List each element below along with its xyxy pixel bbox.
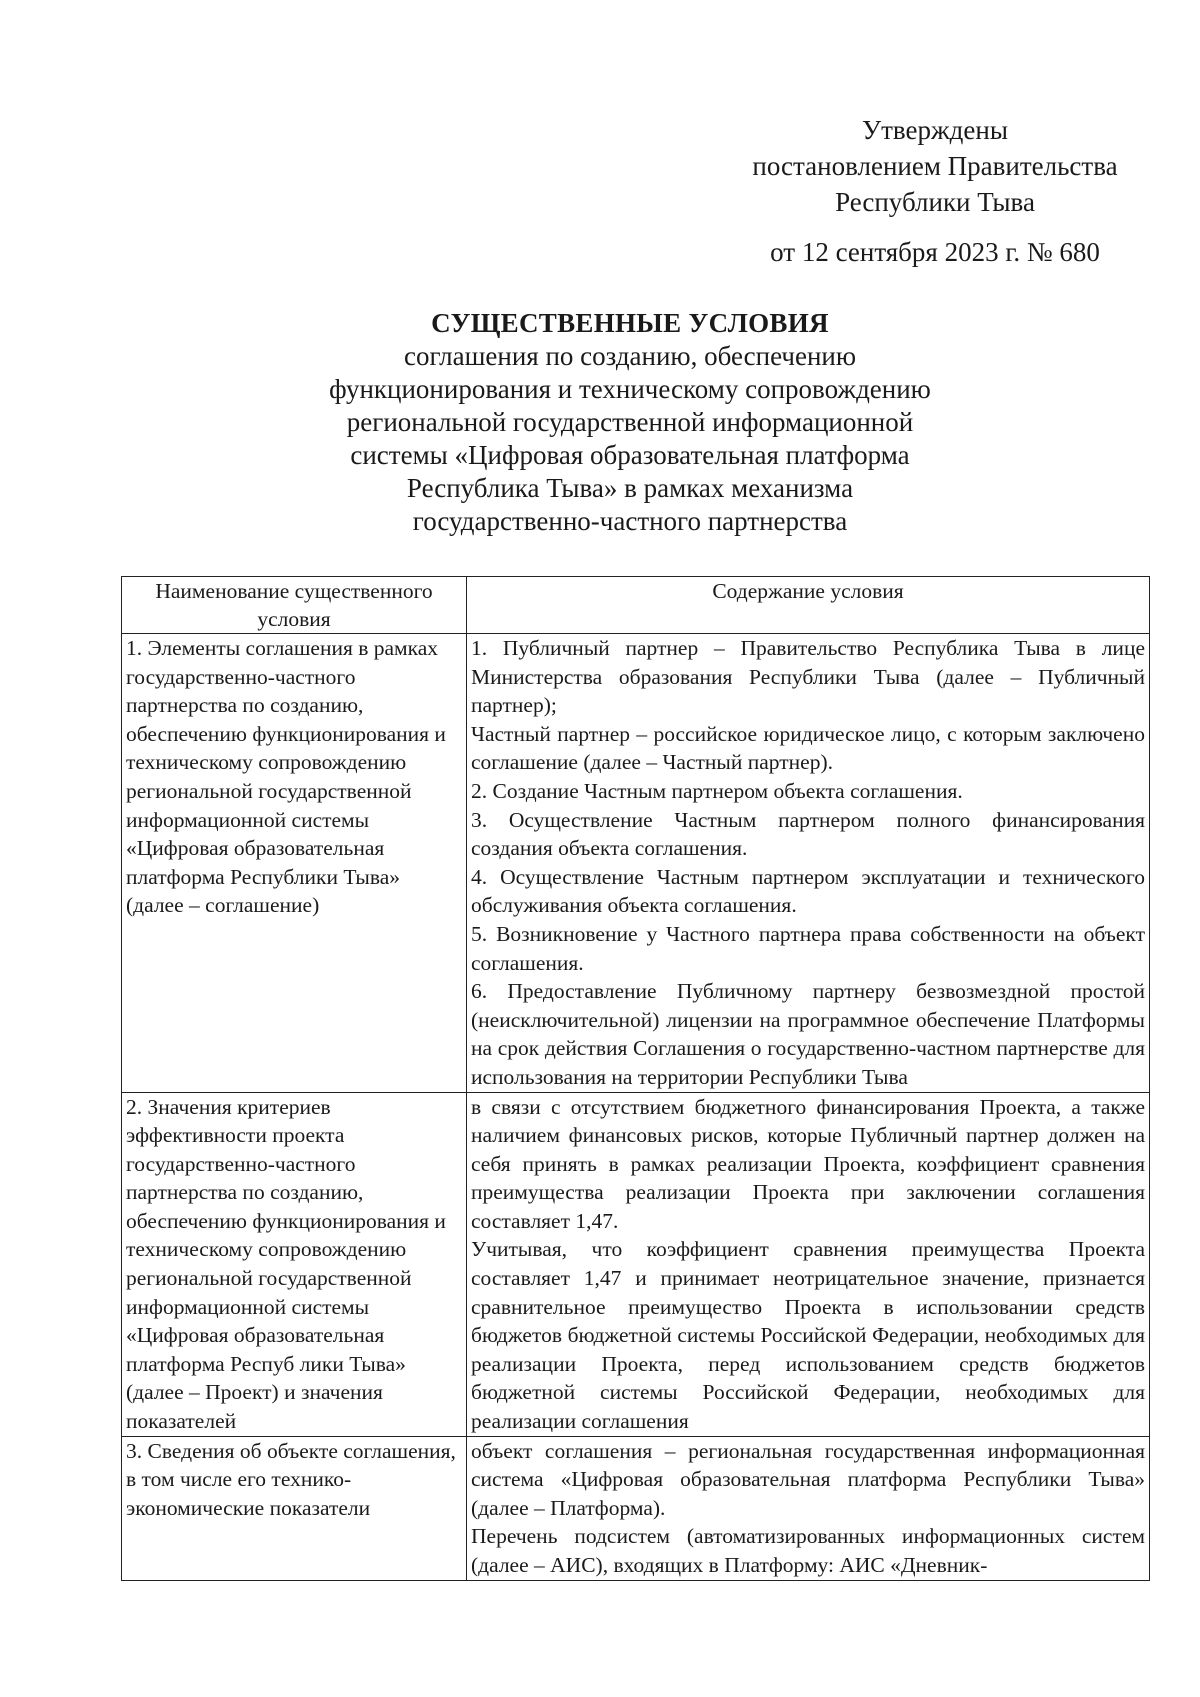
document-subtitle-line: Республика Тыва» в рамках механизма	[406, 473, 854, 503]
table-row	[122, 634, 1150, 1093]
document-subtitle-line: системы «Цифровая образовательная платформа	[350, 440, 910, 470]
header-condition-content: Содержание условия	[467, 577, 1150, 634]
table-row	[122, 1092, 1150, 1436]
condition-paragraph: 3. Осуществление Частным партнером полного финансирования создания объекта соглашения.	[471, 807, 1145, 861]
approval-stamp	[745, 112, 1125, 270]
condition-content-cell	[467, 1092, 1150, 1436]
header-condition-name: Наименование существенного условия	[122, 577, 467, 634]
condition-name-cell: 2. Значения критериев эффективности проекта государственно-частного партнерства по созданию, обеспечению функционирования и техническому сопровождению региональной государственной информационной системы «Цифровая образовательная платформа Респуб лики Тыва» (далее – Проект) и значения показателей	[122, 1092, 467, 1436]
document-subtitle-line: функционирования и техническому сопровождению	[329, 374, 931, 404]
approval-line-resolution: постановлением Правительства	[752, 151, 1118, 181]
condition-name-cell: 3. Сведения об объекте соглашения, в том числе его технико- экономические показатели	[122, 1436, 467, 1580]
condition-paragraph: в связи с отсутствием бюджетного финансирования Проекта, а также наличием финансовых рисков, которые Публичный партнер должен на себя принять в рамках реализации Проекта, коэффициент сравнения преимущества реализации Проекта при заключении соглашения составляет 1,47.	[471, 1094, 1145, 1233]
conditions-table	[121, 576, 1150, 1581]
condition-paragraph: 1. Публичный партнер – Правительство Республика Тыва в лице Министерства образования Республики Тыва (далее – Публичный партнер);	[471, 636, 1145, 718]
condition-paragraph: 2. Создание Частным партнером объекта соглашения.	[471, 778, 963, 803]
condition-paragraph: Учитывая, что коэффициент сравнения преимущества Проекта составляет 1,47 и принимает неотрицательное значение, признается сравнительное преимущество Проекта в использовании средств бюджетов бюджетной системы Российской Федерации, необходимых для реализации Проекта, перед использованием средств бюджетов бюджетной системы Российской Федерации, необходимых для реализации соглашения	[471, 1237, 1145, 1434]
document-title	[240, 307, 1020, 538]
condition-paragraph: 4. Осуществление Частным партнером эксплуатации и технического обслуживания объекта соглашения.	[471, 864, 1145, 918]
condition-content-cell	[467, 1436, 1150, 1580]
table-row	[122, 1436, 1150, 1580]
table-header-row	[122, 577, 1150, 634]
condition-name-cell: 1. Элементы соглашения в рамках государственно-частного партнерства по созданию, обеспечению функционирования и техническому сопровождению региональной государственной информационной системы «Цифровая образовательная платформа Республики Тыва» (далее – соглашение)	[122, 634, 467, 1093]
condition-paragraph: объект соглашения – региональная государственная информационная система «Цифровая образовательная платформа Республики Тыва» (далее – Платформа).	[471, 1438, 1145, 1520]
document-main-title: СУЩЕСТВЕННЫЕ УСЛОВИЯ	[431, 308, 829, 338]
approval-date: от 12 сентября 2023 г. № 680	[770, 237, 1100, 267]
approval-line-republic: Республики Тыва	[835, 187, 1035, 217]
condition-content-cell	[467, 634, 1150, 1093]
condition-paragraph: Перечень подсистем (автоматизированных информационных систем (далее – АИС), входящих в Платформу: АИС «Дневник-	[471, 1524, 1145, 1577]
condition-paragraph: 6. Предоставление Публичному партнеру безвозмездной простой (неисключительной) лицензии на программное обеспечение Платформы на срок действия Соглашения о государственно-частном партнерстве для использования на территории Республики Тыва	[471, 979, 1145, 1089]
document-subtitle-line: соглашения по созданию, обеспечению	[403, 341, 857, 371]
approval-line-approved: Утверждены	[862, 115, 1008, 145]
document-subtitle-line: государственно-частного партнерства	[412, 506, 848, 536]
condition-paragraph: 5. Возникновение у Частного партнера права собственности на объект соглашения.	[471, 921, 1145, 975]
condition-paragraph: Частный партнер – российское юридическое лицо, с которым заключено соглашение (далее – Частный партнер).	[471, 721, 1145, 775]
document-subtitle-line: региональной государственной информационной	[346, 407, 914, 437]
